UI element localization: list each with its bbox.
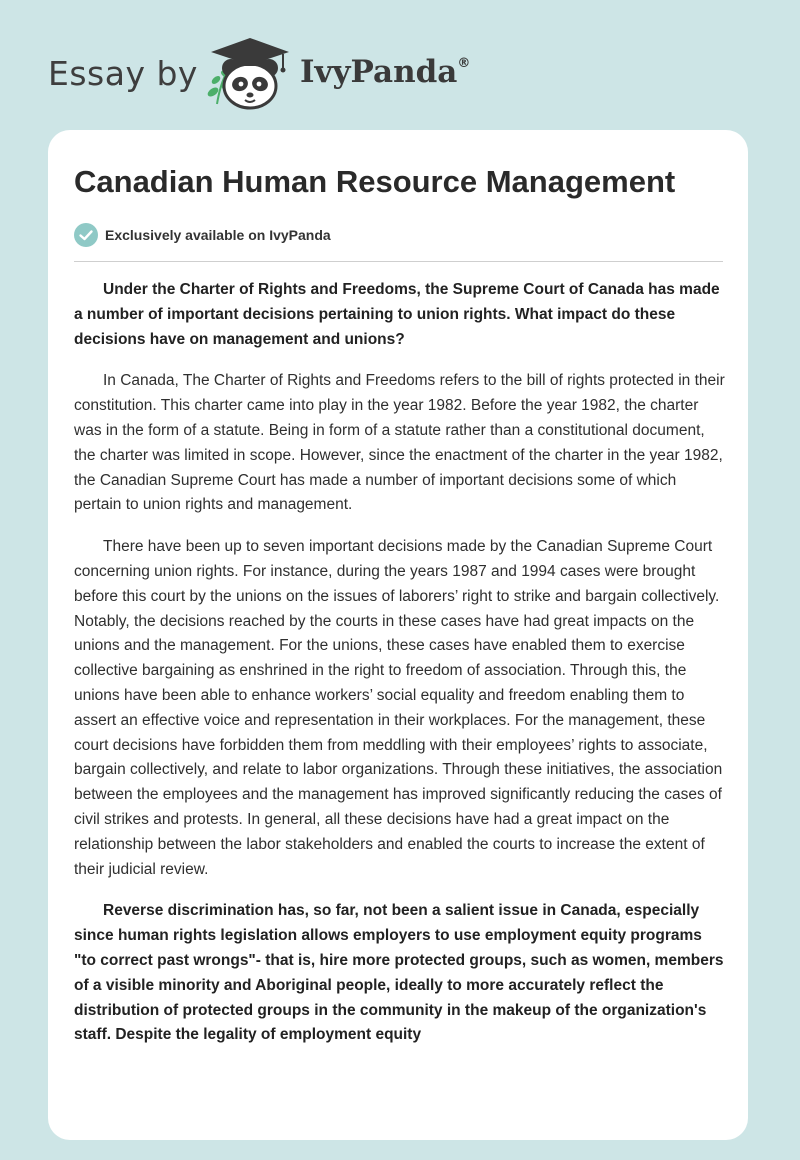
check-circle-icon xyxy=(74,223,98,247)
brand-name: IvyPanda® xyxy=(300,54,471,90)
essay-paragraph-question: Under the Charter of Rights and Freedoms, the Supreme Court of Canada has made a number of important decisions pertaining to union rights. What impact do these decisions have on management and unions? xyxy=(74,281,720,348)
essay-card xyxy=(48,130,748,1140)
exclusive-badge xyxy=(74,222,331,248)
essay-paragraph: There have been up to seven important decisions made by the Canadian Supreme Court concerning union rights. For instance, during the years 1987 and 1994 cases were brought before this court by the unions on the issues of laborers’ right to strike and bargain collectively. Notably, the decisions reached by the courts in these cases have had great impacts on the unions and the management. For the unions, these cases have enabled them to exercise collective bargaining as enshrined in the right to freedom of association. Through this, the unions have been able to enhance workers’ social equality and freedom enabling them to assert an effective voice and representation in their workplaces. For the management, these court decisions have forbidden them from meddling with their employees’ rights to associate, bargain collectively, and relate to labor organizations. Through these initiatives, the association between the employees and the management has improved significantly reducing the cases of civil strikes and protests. In general, all these decisions have had a great impact on the relationship between the labor stakeholders and enabled the courts to increase the extent of their judicial review. xyxy=(74,538,723,878)
brand-prefix: Essay by xyxy=(48,54,198,93)
page-title: Canadian Human Resource Management xyxy=(74,164,676,199)
divider xyxy=(74,261,723,262)
exclusive-label: Exclusively available on IvyPanda xyxy=(105,227,331,243)
essay-paragraph: In Canada, The Charter of Rights and Freedoms refers to the bill of rights protected in their constitution. This charter came into play in the year 1982. Before the year 1982, the charter was in the form of a statute. Being in form of a statute rather than a constitutional document, the charter was limited in scope. However, since the enactment of the charter in the year 1982, the Canadian Supreme Court has made a number of important decisions some of which pertain to union rights and management. xyxy=(74,372,725,514)
panda-logo-icon xyxy=(203,34,293,110)
essay-body xyxy=(74,278,726,1065)
brand-header xyxy=(48,34,488,114)
essay-paragraph-question: Reverse discrimination has, so far, not been a salient issue in Canada, especially since human rights legislation allows employers to use employment equity programs "to correct past wrongs"- that is, hire more protected groups, such as women, members of a visible minority and Aboriginal people, ideally to more accurately reflect the distribution of protected groups in the community in the makeup of the organization's staff. Despite the legality of employment equity xyxy=(74,902,724,1044)
registered-mark: ® xyxy=(457,56,471,71)
